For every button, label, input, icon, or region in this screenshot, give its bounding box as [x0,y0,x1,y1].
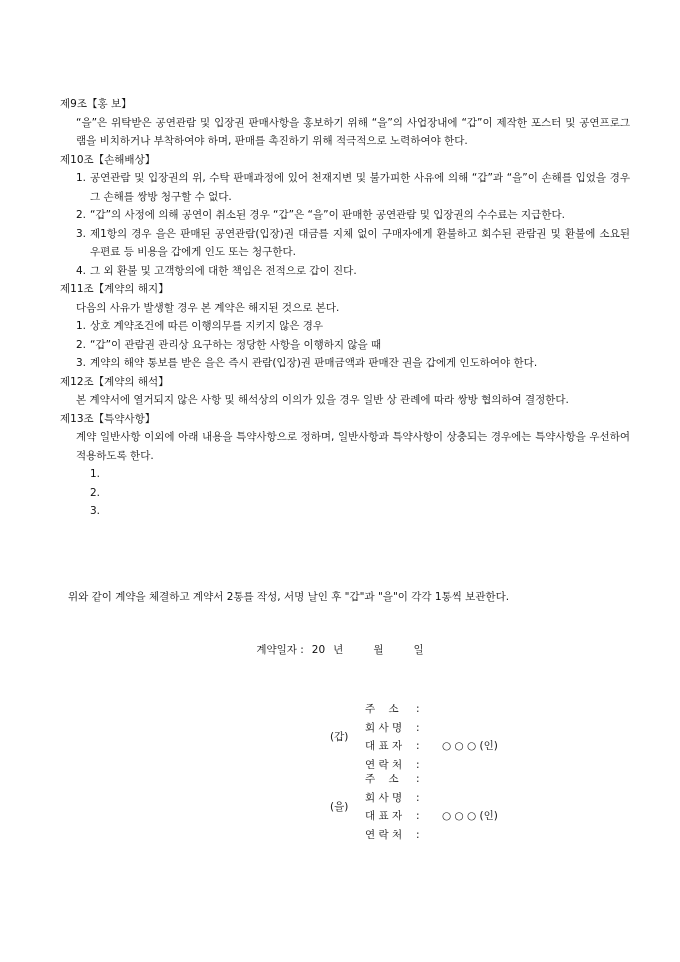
article-item [60,317,630,336]
field-representative: 대 표 자 [365,740,403,752]
field-company: 회 사 명 [365,721,403,734]
date-day: 일 [413,644,424,656]
article-heading: 제13조【특약사항】 [60,412,156,425]
article-item [60,225,630,262]
item-text: “갑”의 사정에 의해 공연이 취소된 경우 “갑”은 “을”이 판매한 공연관람 및 입장권의 수수료는 지급한다. [90,209,565,221]
article-item [60,169,630,206]
article-item [60,262,630,281]
item-number: 3. [90,505,101,517]
item-number: 4. [76,264,87,277]
article-heading: 제12조【계약의 해석】 [60,375,169,388]
field-address: 주 소 [365,773,399,785]
field-representative: 대 표 자 [365,810,403,822]
article-item [60,336,630,355]
item-number: 3. [76,357,87,369]
item-text: 제1항의 경우 을은 판매된 공연관람(입장)권 대금를 지체 없이 구매자에게 환불하고 회수된 관람권 및 환불에 소요된 우편료 등 비용을 갑에게 인도 또는 청구한다. [90,227,630,258]
article-heading: 제11조【계약의 해지】 [60,283,169,295]
field-contact: 연 락 처 [365,828,403,841]
field-contact: 연 락 처 [365,758,403,771]
item-number: 1. [90,468,101,480]
contract-page: 제9조【홍 보】 “을”은 위탁받은 공연관람 및 입장권 판매사항을 홍보하기 위해 “을”의 사업장내에 “갑”이 제작한 포스터 및 공연프로그램을 비치하거나 부착하여야 하며, 판매를 촉진하기 위해 적극적으로 노력하여야 한다. 제10조【손해배상】 1. 공연관람 및 입장권의 위, 수탁 판매과정에 있어 천재지변 및 불가피한 사유에 의해 “갑”과 “을”이 손해를 입었을 경우 그 손해를 쌍방 청구할 수 없다. 2. “갑”의 사정에 의해 공연이 취소된 경우 “갑”은 “을”이 판매한 공연관람 및 입장권의 수수료는 지급한다. 3. 제1항의 경우 을은 판매된 공연관람(입장)권 대금를 지체 없이 구매자에게 환불하고 회수된 관람권 및 환불에 소요된 우편료 등 비용을 갑에게 인도 또는 청구한다. 4. 그 외 환불 및 고객항의에 대한 책임은 전적으로 갑이 진다. 제11조【계약의 해지】 다음의 사유가 발생할 경우 본 계약은 해지된 것으로 본다. 1. 상호 계약조건에 따른 이행의무를 지키지 않은 경우 2. “갑”이 관람권 관리상 요구하는 정당한 사항을 이행하지 않을 때 3. 계약의 해약 통보를 받은 을은 즉시 관람(입장)권 판매금액과 판매잔 권을 갑에게 인도하여야 한다. 제12조【계약의 해석】 본 계약서에 열거되지 않은 사항 및 해석상의 이의가 있을 경우 일반 상 관례에 따라 쌍방 협의하여 결정한다. 제13조【특약사항】 계약 일반사항 이외에 아래 내용을 특약사항으로 정하며, 일반사항과 특약사항이 상충되는 경우에는 특약사항을 우선하여 적용하도록 한다. 1. 2. 3. 위와 같이 계약을 체결하고 계약서 2통를 작성, 서명 날인 후 "갑"과 "을"이 각각 1통씩 보관한다. 계약일자 : 20 년 월 일 (갑) 주 소 : 회 사 명 : 대 표 자 : ○ ○ ○ (인) 연 락 처 : (을) 주 소 : 회 사 명 : 대 표 자 : ○ ○ ○ (인) 연 락 처 : [0,0,680,962]
item-number: 1. [76,320,87,332]
special-term-blank [60,484,630,503]
article-item [60,354,630,373]
article-13 [60,410,630,521]
special-term-blank [60,465,630,484]
item-text: 계약의 해약 통보를 받은 을은 즉시 관람(입장)권 판매금액과 판매잔 권을 갑에게 인도하여야 한다. [90,357,538,369]
closing-statement: 위와 같이 계약을 체결하고 계약서 2통를 작성, 서명 날인 후 "갑"과 "을"이 각각 1통씩 보관한다. [68,591,510,603]
article-heading: 제9조【홍 보】 [60,98,132,110]
party-label: (을) [330,801,349,813]
article-9 [60,95,630,151]
article-paragraph: 본 계약서에 열거되지 않은 사항 및 해석상의 이의가 있을 경우 일반 상 관례에 따라 쌍방 협의하여 결정한다. [76,394,569,406]
article-10 [60,151,630,281]
item-number: 2. [76,338,87,351]
article-paragraph: 계약 일반사항 이외에 아래 내용을 특약사항으로 정하며, 일반사항과 특약사항이 상충되는 경우에는 특약사항을 우선하여 적용하도록 한다. [76,431,630,462]
article-item [60,206,630,225]
signature-seal: ○ ○ ○ (인) [442,740,498,752]
item-text: “갑”이 관람권 관리상 요구하는 정당한 사항을 이행하지 않을 때 [90,338,382,351]
article-12 [60,373,630,410]
date-year-prefix: 20 [311,644,326,656]
item-number: 3. [76,227,87,240]
date-month: 월 [373,644,384,656]
date-label: 계약일자 : [256,644,304,656]
party-label: (갑) [330,731,349,743]
item-text: 그 외 환불 및 고객항의에 대한 책임은 전적으로 갑이 진다. [90,264,357,277]
article-heading: 제10조【손해배상】 [60,153,156,166]
field-company: 회 사 명 [365,791,403,804]
field-address: 주 소 [365,703,399,715]
special-term-blank [60,502,630,521]
item-number: 2. [90,486,101,499]
article-paragraph: 다음의 사유가 발생할 경우 본 계약은 해지된 것으로 본다. [76,301,340,314]
date-year: 년 [333,644,344,656]
item-text: 공연관람 및 입장권의 위, 수탁 판매과정에 있어 천재지변 및 불가피한 사유에 의해 “갑”과 “을”이 손해를 입었을 경우 그 손해를 쌍방 청구할 수 없다. [90,172,630,203]
article-11 [60,280,630,373]
article-paragraph: “을”은 위탁받은 공연관람 및 입장권 판매사항을 홍보하기 위해 “을”의 사업장내에 “갑”이 제작한 포스터 및 공연프로그램을 비치하거나 부착하여야 하며, 판매를 촉진하기 위해 적극적으로 노력하여야 한다. [76,116,630,147]
signature-seal: ○ ○ ○ (인) [442,810,498,822]
item-number: 2. [76,209,87,221]
contract-articles [60,95,630,521]
contract-date [0,641,680,660]
item-number: 1. [76,172,87,184]
item-text: 상호 계약조건에 따른 이행의무를 지키지 않은 경우 [90,320,324,332]
